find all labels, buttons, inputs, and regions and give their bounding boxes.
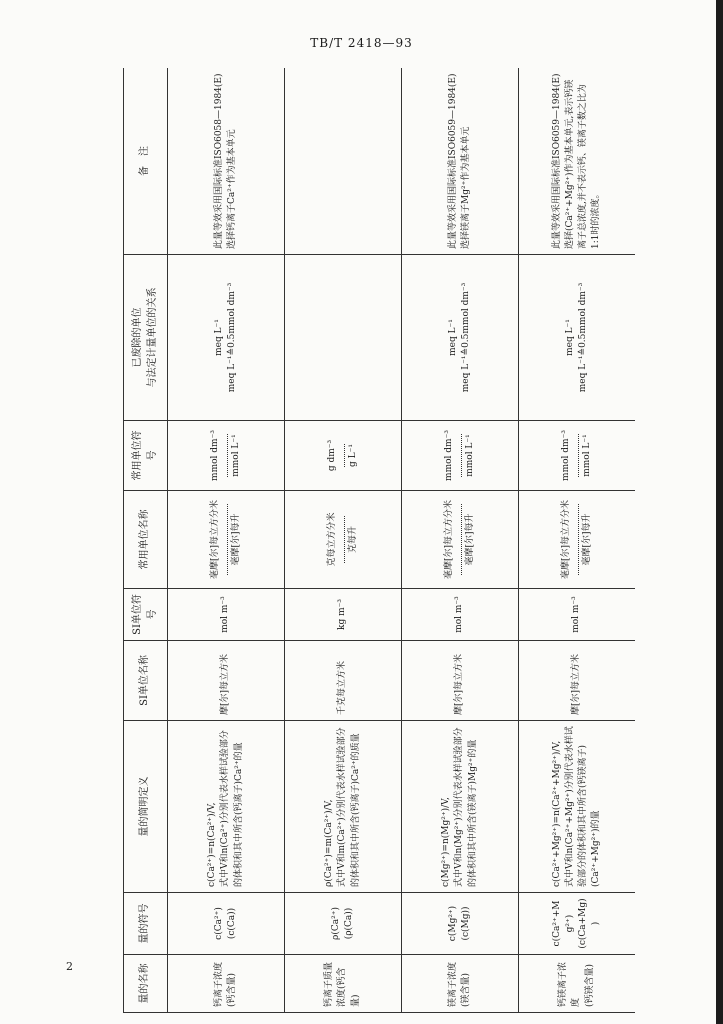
page-number: 2	[66, 960, 73, 973]
header-common-unit-name: 常用单位名称	[124, 491, 168, 589]
common-unit-symbol-2: mmol L⁻¹	[465, 434, 475, 477]
cell-common-unit-name	[402, 491, 519, 589]
cell-obsolete-units	[285, 255, 402, 421]
cell-quantity-name: 钙离子质量浓度(钙含量)	[285, 955, 402, 1013]
obsolete-unit-1: meq L⁻¹	[213, 319, 224, 356]
header-definition: 量的简明定义	[124, 721, 168, 893]
cell-quantity-symbol: ρ(Ca²⁺) (ρ(Ca))	[285, 893, 402, 955]
common-unit-name-1: 毫摩[尔]每立方分米	[560, 499, 571, 580]
cell-definition: c(Ca²⁺)=n(Ca²⁺)/V, 式中V和n(Ca²⁺)分别代表水样试验部分的体积和其中所含(钙离子)Ca²⁺的量	[168, 721, 285, 893]
common-unit-name-1: 毫摩[尔]每立方分米	[209, 499, 220, 580]
common-unit-name-2: 克每升	[348, 526, 358, 554]
cell-quantity-symbol: c(Mg²⁺) (c(Mg))	[402, 893, 519, 955]
table-row	[168, 68, 285, 1013]
cell-common-unit-name	[285, 491, 402, 589]
cell-common-unit-symbol	[168, 421, 285, 491]
cell-obsolete-units	[402, 255, 519, 421]
rotated-table-container	[123, 68, 635, 1013]
obsolete-unit-2: meq L⁻¹≙0.5mmol dm⁻³	[578, 282, 588, 393]
table-row	[285, 68, 402, 1013]
header-obsolete-units: 已废除的单位 与法定计量单位的关系	[124, 255, 168, 421]
common-unit-symbol-1: g dm⁻³	[326, 439, 337, 472]
cell-remarks: 此量等效采用国际标准ISO6059—1984(E)选择镁离子Mg²⁺作为基本单元	[402, 68, 519, 255]
cell-common-unit-name	[519, 491, 636, 589]
table-row	[519, 68, 636, 1013]
cell-si-unit-symbol: mol m⁻³	[168, 589, 285, 641]
cell-quantity-name: 钙镁离子浓度 (钙镁含量)	[519, 955, 636, 1013]
header-quantity-name: 量的名称	[124, 955, 168, 1013]
cell-quantity-symbol: c(Ca²⁺) (c(Ca))	[168, 893, 285, 955]
cell-definition: c(Ca²⁺+Mg²⁺)=n(Ca²⁺+Mg²⁺)/V, 式中V和n(Ca²⁺+Mg²⁺)分别代表水样试验部分的体积和其中所含(钙镁离子)(Ca²⁺+Mg²⁺)的量	[519, 721, 636, 893]
cell-si-unit-symbol: kg m⁻³	[285, 589, 402, 641]
common-unit-symbol-2: mmol L⁻¹	[582, 434, 592, 477]
cell-common-unit-symbol	[519, 421, 636, 491]
common-unit-symbol-1: mmol dm⁻³	[209, 430, 220, 481]
cell-obsolete-units	[168, 255, 285, 421]
common-unit-name-2: 毫摩[尔]每升	[465, 513, 475, 566]
header-quantity-symbol: 量的符号	[124, 893, 168, 955]
cell-common-unit-symbol	[402, 421, 519, 491]
common-unit-symbol-1: mmol dm⁻³	[560, 430, 571, 481]
obsolete-unit-1: meq L⁻¹	[564, 319, 575, 356]
common-unit-name-2: 毫摩[尔]每升	[231, 513, 241, 566]
common-unit-name-2: 毫摩[尔]每升	[582, 513, 592, 566]
cell-si-unit-name: 摩[尔]每立方米	[168, 641, 285, 721]
cell-si-unit-name: 摩[尔]每立方米	[402, 641, 519, 721]
cell-si-unit-name: 摩[尔]每立方米	[519, 641, 636, 721]
cell-remarks: 此量等效采用国际标准ISO6059—1984(E)选择(Ca²⁺+Mg²⁺)作为基本单元,表示钙镁离子总浓度,并不表示钙、镁离子数之比为1:1时的浓度。	[519, 68, 636, 255]
common-unit-symbol-2: mmol L⁻¹	[231, 434, 241, 477]
cell-si-unit-symbol: mol m⁻³	[519, 589, 636, 641]
cell-remarks: 此量等效采用国际标准ISO6058—1984(E)选择钙离子Ca²⁺作为基本单元	[168, 68, 285, 255]
cell-quantity-symbol: c(Ca²⁺+Mg²⁺) (c(Ca+Mg))	[519, 893, 636, 955]
cell-quantity-name: 钙离子浓度 (钙含量)	[168, 955, 285, 1013]
header-remarks: 备 注	[124, 68, 168, 255]
document-header: TB/T 2418—93	[310, 36, 413, 50]
header-si-unit-symbol: SI单位符号	[124, 589, 168, 641]
cell-obsolete-units	[519, 255, 636, 421]
table-viewport	[123, 68, 635, 1013]
cell-si-unit-name: 千克每立方米	[285, 641, 402, 721]
table-row	[402, 68, 519, 1013]
cell-si-unit-symbol: mol m⁻³	[402, 589, 519, 641]
obsolete-unit-2: meq L⁻¹≙0.5mmol dm⁻³	[461, 282, 471, 393]
table-header-row	[124, 68, 168, 1013]
common-unit-symbol-1: mmol dm⁻³	[443, 430, 454, 481]
cell-definition: ρ(Ca²⁺)=m(Ca²⁺)/V, 式中V和m(Ca²⁺)分别代表水样试验部分的体积和其中所含(钙离子)Ca²⁺的质量	[285, 721, 402, 893]
header-common-unit-symbol: 常用单位符号	[124, 421, 168, 491]
cell-quantity-name: 镁离子浓度 (镁含量)	[402, 955, 519, 1013]
obsolete-unit-2: meq L⁻¹≙0.5mmol dm⁻³	[227, 282, 237, 393]
cell-common-unit-symbol	[285, 421, 402, 491]
cell-definition: c(Mg²⁺)=n(Mg²⁺)/V, 式中V和n(Mg²⁺)分别代表水样试验部分的体积和其中所含(镁离子)Mg²⁺的量	[402, 721, 519, 893]
obsolete-unit-1: meq L⁻¹	[447, 319, 458, 356]
quantity-units-table	[123, 68, 635, 1013]
scan-edge	[716, 0, 723, 1024]
header-si-unit-name: SI单位名称	[124, 641, 168, 721]
common-unit-name-1: 毫摩[尔]每立方分米	[443, 499, 454, 580]
common-unit-name-1: 克每立方分米	[326, 512, 337, 567]
cell-common-unit-name	[168, 491, 285, 589]
cell-remarks	[285, 68, 402, 255]
common-unit-symbol-2: g L⁻¹	[348, 444, 358, 467]
